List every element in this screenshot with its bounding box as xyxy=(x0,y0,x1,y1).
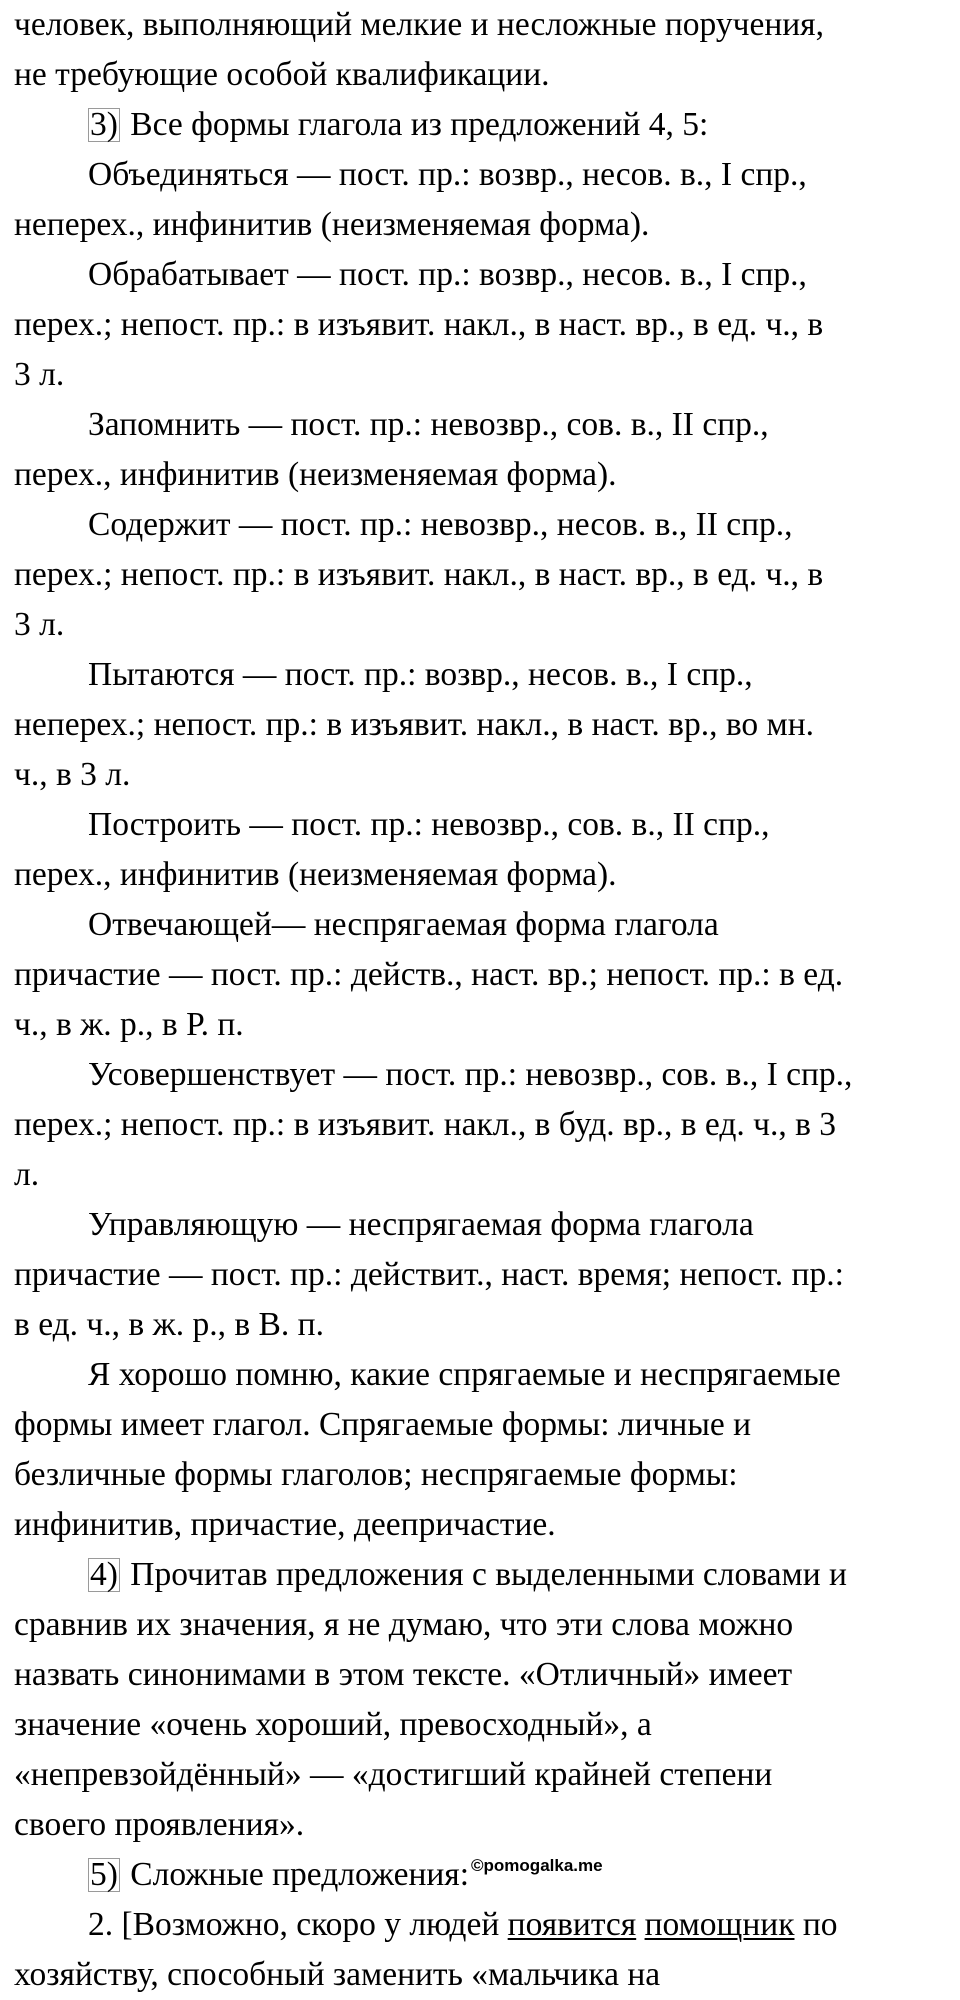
text-line: хозяйству, способный заменить «мальчика на xyxy=(14,1956,661,1993)
text-span: по xyxy=(794,1906,838,1943)
heading-text: Все формы глагола из предложений 4, 5: xyxy=(121,106,709,143)
text-line: безличные формы глаголов; неспрягаемые формы: xyxy=(14,1456,738,1493)
text-line: не требующие особой квалификации. xyxy=(14,56,550,93)
text-line: неперех., инфинитив (неизменяемая форма). xyxy=(14,206,650,243)
text-line: Я хорошо помню, какие спрягаемые и неспрягаемые xyxy=(88,1356,841,1393)
text-line: ч., в 3 л. xyxy=(14,756,131,793)
item-number: 3) xyxy=(90,106,118,143)
text-line: человек, выполняющий мелкие и несложные поручения, xyxy=(14,6,824,43)
text-line: сравнив их значения, я не думаю, что эти слова можно xyxy=(14,1606,794,1643)
text-line: своего проявления». xyxy=(14,1806,305,1843)
text-line: перех.; непост. пр.: в изъявит. накл., в наст. вр., в ед. ч., в xyxy=(14,306,824,343)
text-line: Усовершенствует — пост. пр.: невозвр., сов. в., I спр., xyxy=(88,1056,853,1093)
underlined-word: помощник xyxy=(644,1906,795,1943)
text-line: 3 л. xyxy=(14,356,65,393)
underlined-word: появится xyxy=(507,1906,637,1943)
watermark: ©pomogalka.me xyxy=(471,1856,603,1875)
text-line: ч., в ж. р., в Р. п. xyxy=(14,1006,244,1043)
section-heading-3 xyxy=(14,100,946,150)
text-line: Построить — пост. пр.: невозвр., сов. в., II спр., xyxy=(88,806,770,843)
text-line: Содержит — пост. пр.: невозвр., несов. в., II спр., xyxy=(88,506,793,543)
heading-text: Прочитав предложения с выделенными словами и xyxy=(121,1556,847,1593)
text-line: 3 л. xyxy=(14,606,65,643)
section-heading-5 xyxy=(14,1850,946,1900)
text-line: перех.; непост. пр.: в изъявит. накл., в наст. вр., в ед. ч., в xyxy=(14,556,824,593)
item-number: 4) xyxy=(90,1556,118,1593)
text-span xyxy=(636,1906,644,1943)
text-line: Объединяться — пост. пр.: возвр., несов. в., I спр., xyxy=(88,156,807,193)
text-line: Запомнить — пост. пр.: невозвр., сов. в., II спр., xyxy=(88,406,769,443)
text-line: перех., инфинитив (неизменяемая форма). xyxy=(14,456,617,493)
heading-text: Сложные предложения: xyxy=(121,1856,470,1893)
text-line: л. xyxy=(14,1156,40,1193)
item-number: 5) xyxy=(90,1856,118,1893)
text-line: Отвечающей— неспрягаемая форма глагола xyxy=(88,906,719,943)
text-line: в ед. ч., в ж. р., в В. п. xyxy=(14,1306,324,1343)
text-line: Обрабатывает — пост. пр.: возвр., несов. в., I спр., xyxy=(88,256,807,293)
text-line: причастие — пост. пр.: действит., наст. время; непост. пр.: xyxy=(14,1256,844,1293)
text-line: перех., инфинитив (неизменяемая форма). xyxy=(14,856,617,893)
text-line: формы имеет глагол. Спрягаемые формы: личные и xyxy=(14,1406,752,1443)
document-page xyxy=(14,0,946,2000)
text-line: «непревзойдённый» — «достигший крайней степени xyxy=(14,1756,773,1793)
text-line: Пытаются — пост. пр.: возвр., несов. в., I спр., xyxy=(88,656,753,693)
text-line xyxy=(14,1900,946,1950)
text-line: неперех.; непост. пр.: в изъявит. накл., в наст. вр., во мн. xyxy=(14,706,815,743)
text-line: назвать синонимами в этом тексте. «Отличный» имеет xyxy=(14,1656,793,1693)
text-line: инфинитив, причастие, деепричастие. xyxy=(14,1506,556,1543)
text-line: перех.; непост. пр.: в изъявит. накл., в буд. вр., в ед. ч., в 3 xyxy=(14,1106,837,1143)
text-line: значение «очень хороший, превосходный», а xyxy=(14,1706,652,1743)
text-line: Управляющую — неспрягаемая форма глагола xyxy=(88,1206,754,1243)
section-heading-4 xyxy=(14,1550,946,1600)
text-line: причастие — пост. пр.: действ., наст. вр.; непост. пр.: в ед. xyxy=(14,956,844,993)
text-span: 2. [Возможно, скоро у людей xyxy=(88,1906,508,1943)
